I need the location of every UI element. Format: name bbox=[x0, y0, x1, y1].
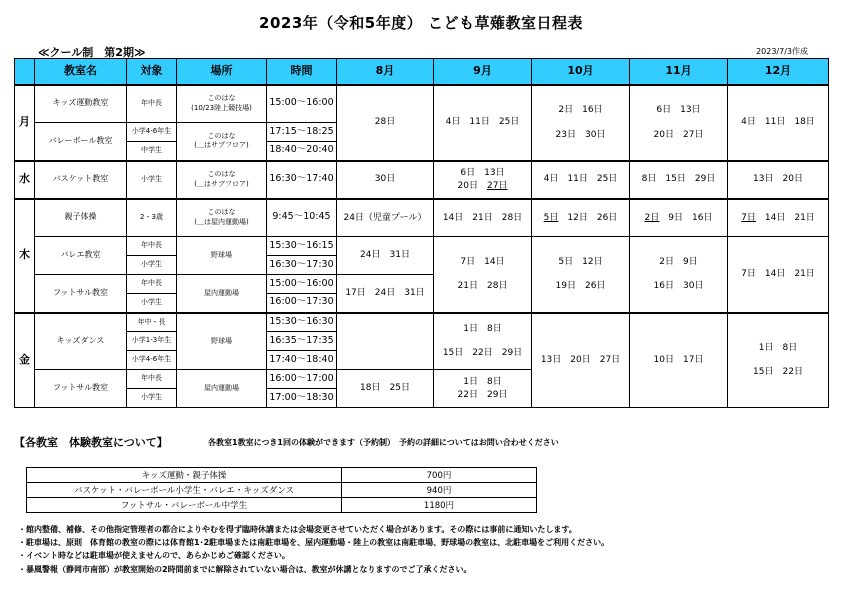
table-row bbox=[15, 85, 829, 123]
day-thursday: 木 bbox=[15, 199, 35, 313]
fee-table bbox=[26, 467, 537, 513]
date-cell: 1日 8日 15日 22日 bbox=[728, 313, 829, 408]
class-target: 小学1-3年生 bbox=[127, 332, 177, 351]
date-cell: 5日 12日 26日 bbox=[532, 199, 630, 237]
date-cell: 30日 bbox=[337, 161, 434, 199]
date-cell: 14日 21日 28日 bbox=[434, 199, 532, 237]
class-target: 年中長 bbox=[127, 85, 177, 123]
class-target: 小学生 bbox=[127, 294, 177, 313]
table-row bbox=[15, 161, 829, 199]
class-time: 17:40～18:40 bbox=[267, 351, 337, 370]
date-cell: 1日 8日 22日 29日 bbox=[434, 370, 532, 408]
trial-note: 各教室1教室につき1回の体験ができます（予約制） 予約の詳細についてはお問い合わせください bbox=[208, 438, 559, 447]
class-time: 18:40～20:40 bbox=[267, 142, 337, 161]
class-target: 小学生 bbox=[127, 161, 177, 199]
header-class: 教室名 bbox=[35, 59, 127, 85]
header-month: 11月 bbox=[630, 59, 728, 85]
date-cell: 8日 15日 29日 bbox=[630, 161, 728, 199]
date-cell: 10日 17日 bbox=[630, 313, 728, 408]
header-target: 対象 bbox=[127, 59, 177, 85]
class-name: バレーボール教室 bbox=[35, 123, 127, 161]
class-time: 17:00～18:30 bbox=[267, 389, 337, 408]
header-place: 場所 bbox=[177, 59, 267, 85]
date-cell: 7日 14日 21日 28日 bbox=[434, 237, 532, 313]
term-label: ≪クール制 第2期≫ bbox=[38, 46, 146, 59]
class-target: 年中長 bbox=[127, 370, 177, 389]
class-time: 16:00～17:30 bbox=[267, 294, 337, 313]
class-target: 小学4-6年生 bbox=[127, 123, 177, 142]
created-date: 2023/7/3作成 bbox=[756, 47, 808, 56]
class-time: 16:00～17:00 bbox=[267, 370, 337, 389]
class-name: バレエ教室 bbox=[35, 237, 127, 275]
fee-row bbox=[27, 468, 537, 483]
class-name: フットサル教室 bbox=[35, 275, 127, 313]
trial-heading: 【各教室 体験教室について】 bbox=[14, 436, 168, 449]
fee-name: バスケット・バレーボール小学生・バレエ・キッズダンス bbox=[27, 483, 342, 498]
class-place: 屋内運動場 bbox=[177, 370, 267, 408]
fee-name: フットサル・バレーボール中学生 bbox=[27, 498, 342, 513]
day-friday: 金 bbox=[15, 313, 35, 408]
class-target: 小学生 bbox=[127, 256, 177, 275]
date-cell: 24日 31日 bbox=[337, 237, 434, 275]
date-cell: 18日 25日 bbox=[337, 370, 434, 408]
class-name: バスケット教室 bbox=[35, 161, 127, 199]
day-wednesday: 水 bbox=[15, 161, 35, 199]
date-cell: 7日 14日 21日 bbox=[728, 237, 829, 313]
date-cell: 6日 13日 20日 27日 bbox=[630, 85, 728, 161]
day-monday: 月 bbox=[15, 85, 35, 161]
table-row bbox=[15, 313, 829, 332]
class-place: このはな (10/23陸上競技場) bbox=[177, 85, 267, 123]
page-title: 2023年（令和5年度） こども草薙教室日程表 bbox=[259, 14, 583, 32]
date-cell: 2日 9日 16日 30日 bbox=[630, 237, 728, 313]
fee-price: 700円 bbox=[342, 468, 537, 483]
class-time: 15:30～16:15 bbox=[267, 237, 337, 256]
class-name: フットサル教室 bbox=[35, 370, 127, 408]
class-target: 年中・長 bbox=[127, 313, 177, 332]
date-cell: 28日 bbox=[337, 85, 434, 161]
header-month: 10月 bbox=[532, 59, 630, 85]
class-time: 15:30～16:30 bbox=[267, 313, 337, 332]
date-cell: 4日 11日 25日 bbox=[532, 161, 630, 199]
header-month: 9月 bbox=[434, 59, 532, 85]
class-target: 小学生 bbox=[127, 389, 177, 408]
class-target: 年中長 bbox=[127, 237, 177, 256]
class-place: このはな (＿はサブフロア) bbox=[177, 123, 267, 161]
schedule-table bbox=[14, 58, 829, 408]
class-time: 17:15～18:25 bbox=[267, 123, 337, 142]
date-cell: 13日 20日 27日 bbox=[532, 313, 630, 408]
class-place: 野球場 bbox=[177, 237, 267, 275]
date-cell: 4日 11日 18日 bbox=[728, 85, 829, 161]
date-cell: 17日 24日 31日 bbox=[337, 275, 434, 313]
note-line: ・イベント時などは駐車場が使えませんので、あらかじめご確認ください。 bbox=[18, 551, 290, 561]
table-row bbox=[15, 199, 829, 237]
date-cell: 2日 16日 23日 30日 bbox=[532, 85, 630, 161]
note-line: ・館内整備、補修、その他指定管理者の都合によりやむを得ず臨時休講または会場変更させていただく場合があります。その際には事前に通知いたします。 bbox=[18, 525, 577, 534]
date-cell: 1日 8日 15日 22日 29日 bbox=[434, 313, 532, 370]
date-cell: 24日（児童プール） bbox=[337, 199, 434, 237]
date-cell bbox=[337, 313, 434, 370]
date-cell: 5日 12日 19日 26日 bbox=[532, 237, 630, 313]
class-target: 小学4-6年生 bbox=[127, 351, 177, 370]
table-row bbox=[15, 237, 829, 256]
date-cell: 2日 9日 16日 bbox=[630, 199, 728, 237]
class-time: 15:00～16:00 bbox=[267, 85, 337, 123]
class-place: 野球場 bbox=[177, 313, 267, 370]
class-name: キッズ運動教室 bbox=[35, 85, 127, 123]
class-place: このはな (＿は屋内運動場) bbox=[177, 199, 267, 237]
fee-name: キッズ運動・親子体操 bbox=[27, 468, 342, 483]
header-time: 時間 bbox=[267, 59, 337, 85]
class-place: このはな (＿はサブフロア) bbox=[177, 161, 267, 199]
class-target: 年中長 bbox=[127, 275, 177, 294]
date-cell: 7日 14日 21日 bbox=[728, 199, 829, 237]
header-month: 12月 bbox=[728, 59, 829, 85]
note-line: ・駐車場は、原則 体育館の教室の際には体育館1･2駐車場または南駐車場を、屋内運動場・陸上の教室は南駐車場、野球場の教室は、北駐車場をご利用ください。 bbox=[18, 538, 610, 548]
class-place: 屋内運動場 bbox=[177, 275, 267, 313]
class-time: 16:30～17:40 bbox=[267, 161, 337, 199]
date-cell: 6日 13日 20日 27日 bbox=[434, 161, 532, 199]
class-target: 中学生 bbox=[127, 142, 177, 161]
header-day bbox=[15, 59, 35, 85]
class-time: 16:35～17:35 bbox=[267, 332, 337, 351]
header-month: 8月 bbox=[337, 59, 434, 85]
notes bbox=[18, 523, 609, 576]
fee-price: 940円 bbox=[342, 483, 537, 498]
note-line: ・暴風警報（静岡市南部）が教室開始の2時間前までに解除されていない場合は、教室が休講となりますのでご了承ください。 bbox=[18, 564, 472, 574]
date-cell: 4日 11日 25日 bbox=[434, 85, 532, 161]
class-name: 親子体操 bbox=[35, 199, 127, 237]
date-cell: 13日 20日 bbox=[728, 161, 829, 199]
class-time: 15:00～16:00 bbox=[267, 275, 337, 294]
class-name: キッズダンス bbox=[35, 313, 127, 370]
header-row bbox=[15, 59, 829, 85]
class-target: 2・3歳 bbox=[127, 199, 177, 237]
class-time: 16:30～17:30 bbox=[267, 256, 337, 275]
fee-row bbox=[27, 498, 537, 513]
fee-price: 1180円 bbox=[342, 498, 537, 513]
fee-row bbox=[27, 483, 537, 498]
class-time: 9:45～10:45 bbox=[267, 199, 337, 237]
